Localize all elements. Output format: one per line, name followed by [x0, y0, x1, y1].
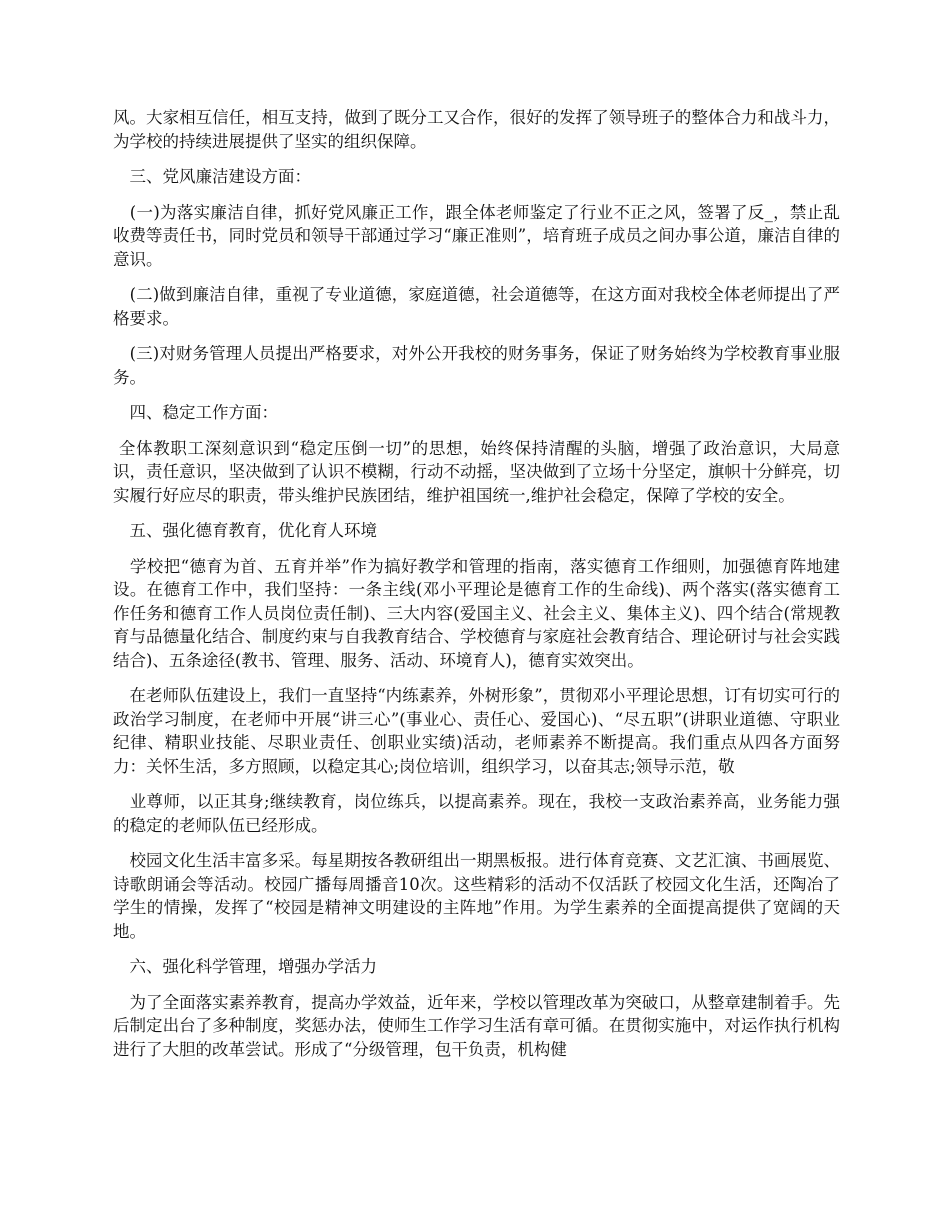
paragraph-campus-culture: 校园文化生活丰富多采。每星期按各教研组出一期黑板报。进行体育竞赛、文艺汇演、书画展览、诗歌朗诵会等活动。校园广播每周播音10次。这些精彩的活动不仅活跃了校园文化生活，还陶冶了学生的情操，发挥了“校园是精神文明建设的主阵地”作用。为学生素养的全面提高提供了宽阔的天地。	[113, 851, 840, 941]
section-heading-management: 六、强化科学管理，增强办学活力	[113, 957, 377, 976]
document-body	[113, 106, 840, 1073]
paragraph-stability: 全体教职工深刻意识到“稳定压倒一切”的思想，始终保持清醒的头脑，增强了政治意识，大局意识，责任意识，坚决做到了认识不模糊，行动不动摇，坚决做到了立场十分坚定，旗帜十分鲜亮，切实履行好应尽的职责，带头维护民族团结，维护祖国统一,维护社会稳定，保障了学校的安全。	[113, 438, 840, 505]
paragraph-teacher-team-continued: 业尊师，以正其身;继续教育，岗位练兵，以提高素养。现在，我校一支政治素养高，业务能力强的稳定的老师队伍已经形成。	[113, 792, 840, 835]
section-heading-integrity: 三、党风廉洁建设方面：	[113, 167, 311, 186]
section-heading-stability: 四、稳定工作方面：	[113, 403, 278, 422]
paragraph-integrity-1: (一)为落实廉洁自律，抓好党风廉正工作，跟全体老师鉴定了行业不正之风，签署了反_，禁止乱收费等责任书，同时党员和领导干部通过学习“廉正准则”，培育班子成员之间办事公道，廉洁自律的意识。	[113, 202, 840, 269]
paragraph-integrity-3: (三)对财务管理人员提出严格要求，对外公开我校的财务事务，保证了财务始终为学校教育事业服务。	[113, 344, 840, 387]
paragraph-management: 为了全面落实素养教育，提高办学效益，近年来，学校以管理改革为突破口，从整章建制着手。先后制定出台了多种制度，奖惩办法，使师生工作学习生活有章可循。在贯彻实施中，对运作执行机构进行了大胆的改革尝试。形成了“分级管理，包干负责，机构健	[113, 992, 840, 1059]
paragraph-moral-education: 学校把“德育为首、五育并举”作为搞好教学和管理的指南，落实德育工作细则，加强德育阵地建设。在德育工作中，我们坚持：一条主线(邓小平理论是德育工作的生命线)、两个落实(落实德育工作任务和德育工作人员岗位责任制)、三大内容(爱国主义、社会主义、集体主义)、四个结合(常规教育与品德量化结合、制度约束与自我教育结合、学校德育与家庭社会教育结合、理论研讨与社会实践结合)、五条途径(教书、管理、服务、活动、环境育人)，德育实效突出。	[113, 556, 840, 670]
paragraph-teacher-team: 在老师队伍建设上，我们一直坚持“内练素养，外树形象”，贯彻邓小平理论思想，订有切实可行的政治学习制度，在老师中开展“讲三心”(事业心、责任心、爱国心)、“尽五职”(讲职业道德、守职业纪律、精职业技能、尽职业责任、创职业实绩)活动，老师素养不断提高。我们重点从四各方面努力：关怀生活，多方照顾，以稳定其心;岗位培训，组织学习，以奋其志;领导示范，敬	[113, 686, 840, 776]
paragraph-leadership-continued: 风。大家相互信任，相互支持，做到了既分工又合作，很好的发挥了领导班子的整体合力和战斗力，为学校的持续进展提供了坚实的组织保障。	[113, 108, 840, 151]
paragraph-integrity-2: (二)做到廉洁自律，重视了专业道德，家庭道德，社会道德等，在这方面对我校全体老师提出了严格要求。	[113, 285, 840, 328]
section-heading-moral-education: 五、强化德育教育，优化育人环境	[113, 521, 377, 540]
